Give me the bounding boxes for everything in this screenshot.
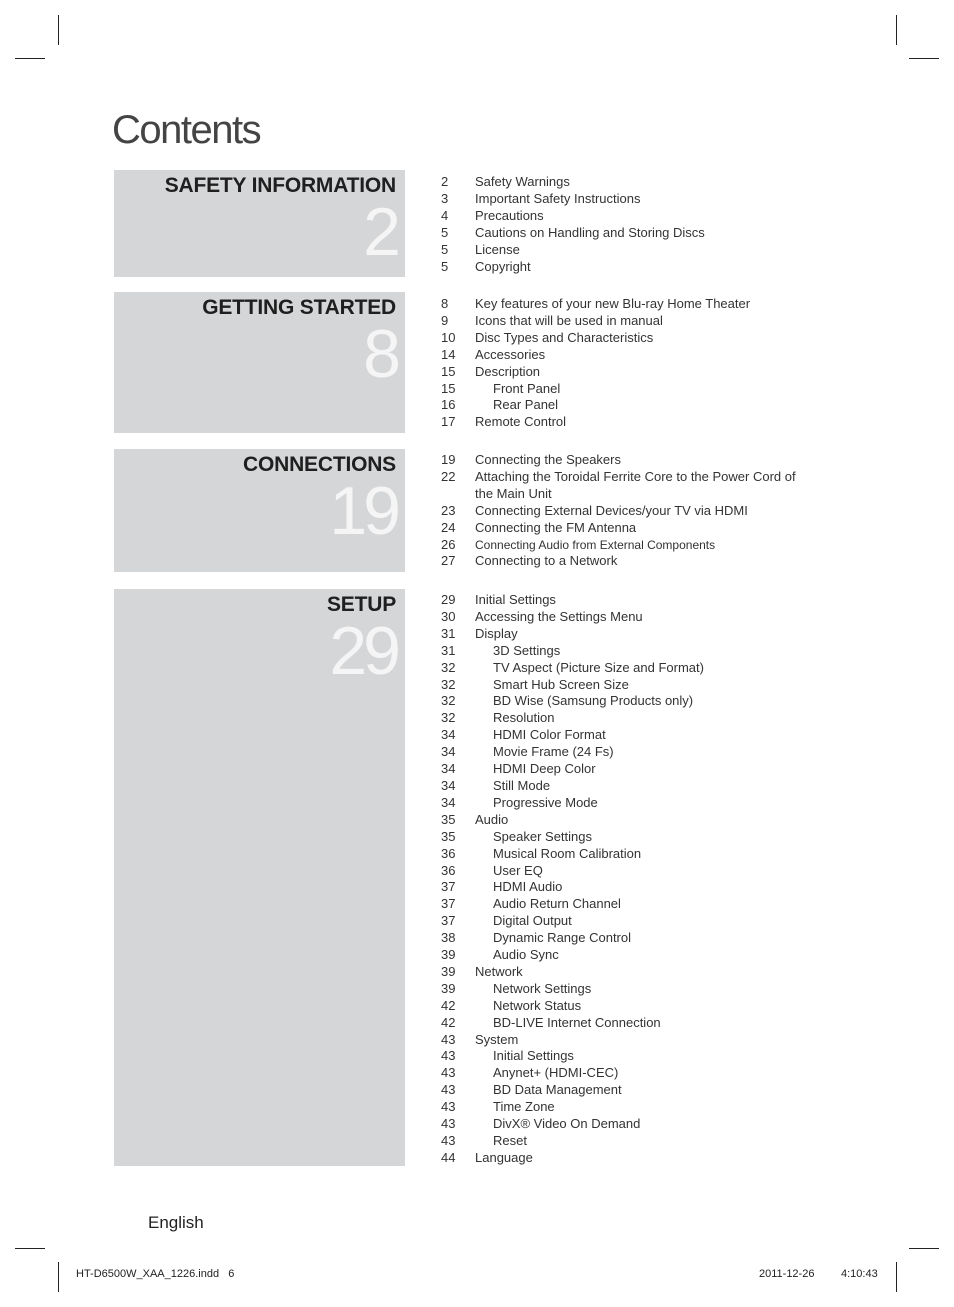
toc-entry-label: Connecting the FM Antenna (475, 519, 637, 535)
toc-entry[interactable] (441, 208, 821, 225)
toc-page-number: 43 (441, 1065, 456, 1081)
toc-subentry[interactable] (441, 947, 821, 964)
toc-entry-label: User EQ (493, 862, 543, 878)
toc-entry[interactable] (441, 364, 821, 381)
toc-entry-label: Language (475, 1149, 533, 1165)
toc-page-number: 16 (441, 397, 456, 413)
toc-entry-label: Safety Warnings (475, 174, 570, 189)
toc-entry-label: Reset (493, 1133, 527, 1148)
toc-page-number: 15 (441, 380, 456, 396)
toc-entry[interactable] (441, 452, 821, 469)
toc-entry-label: Accessories (475, 346, 546, 362)
toc-entry-label: Icons that will be used in manual (475, 312, 663, 328)
toc-page-number: 43 (441, 1048, 456, 1064)
toc-subentry[interactable] (441, 761, 821, 778)
section-title: GETTING STARTED (202, 296, 396, 319)
toc-entry[interactable] (441, 626, 821, 643)
toc-entry[interactable] (441, 537, 821, 554)
toc-subentry[interactable] (441, 1099, 821, 1116)
toc-subentry[interactable] (441, 981, 821, 998)
toc-page-number: 37 (441, 879, 456, 895)
toc-entry-label: Initial Settings (493, 1048, 574, 1064)
toc-page-number: 10 (441, 329, 456, 345)
section-title: SAFETY INFORMATION (164, 174, 396, 197)
toc-subentry[interactable] (441, 1048, 821, 1065)
toc-page-number: 5 (441, 241, 449, 257)
toc-page-number: 31 (441, 642, 456, 658)
toc-entry-label: Connecting Audio from External Components (475, 537, 716, 552)
toc-entry-label: Progressive Mode (493, 794, 598, 810)
crop-mark-bottom-left-horizontal (15, 1248, 45, 1249)
toc-entry[interactable] (441, 347, 821, 364)
section-box-getting-started (114, 292, 405, 433)
toc-page-number: 5 (441, 258, 449, 274)
section-box-setup (114, 589, 405, 1166)
toc-entry[interactable] (441, 964, 821, 981)
toc-entry[interactable] (441, 592, 821, 609)
toc-entry-label: Network (475, 963, 523, 979)
toc-list-getting-started (441, 296, 821, 431)
toc-subentry[interactable] (441, 660, 821, 677)
toc-entry-label: Digital Output (493, 913, 572, 929)
toc-entry[interactable] (441, 225, 821, 242)
toc-entry[interactable] (441, 553, 821, 570)
toc-entry-label: Smart Hub Screen Size (493, 676, 629, 692)
toc-entry[interactable] (441, 330, 821, 347)
toc-page-number: 43 (441, 1031, 456, 1047)
toc-subentry[interactable] (441, 677, 821, 694)
toc-page-number: 23 (441, 502, 456, 518)
toc-entry-label: Audio Return Channel (493, 896, 621, 912)
toc-entry-label: Network Status (493, 997, 582, 1013)
toc-subentry[interactable] (441, 778, 821, 795)
print-slug-time: 4:10:43 (841, 1268, 878, 1280)
toc-page-number: 36 (441, 845, 456, 861)
toc-entry-label: Important Safety Instructions (475, 190, 641, 206)
toc-entry-label: BD-LIVE Internet Connection (493, 1014, 661, 1030)
toc-subentry[interactable] (441, 913, 821, 930)
toc-page-number: 5 (441, 224, 449, 240)
toc-page-number: 29 (441, 592, 456, 607)
toc-entry-label: Rear Panel (493, 397, 559, 413)
toc-subentry[interactable] (441, 1065, 821, 1082)
toc-entry[interactable] (441, 259, 821, 276)
toc-entry-label: Resolution (493, 710, 555, 726)
toc-page-number: 32 (441, 676, 456, 692)
toc-page-number: 34 (441, 744, 456, 760)
toc-entry-label: HDMI Audio (493, 879, 563, 895)
toc-entry[interactable] (441, 469, 821, 486)
toc-page-number: 30 (441, 608, 456, 624)
toc-list-safety-information (441, 174, 821, 275)
toc-entry-label: Speaker Settings (493, 828, 593, 844)
toc-subentry[interactable] (441, 896, 821, 913)
toc-entry-label: HDMI Deep Color (493, 761, 596, 777)
toc-entry[interactable] (441, 1032, 821, 1049)
print-slug-date: 2011-12-26 (759, 1268, 815, 1280)
toc-entry-label: Anynet+ (HDMI-CEC) (493, 1065, 619, 1081)
toc-entry-label: DivX® Video On Demand (493, 1116, 641, 1132)
section-page-number: 19 (329, 473, 397, 549)
toc-page-number: 2 (441, 174, 449, 189)
toc-page-number: 32 (441, 659, 456, 675)
toc-list-setup (441, 592, 821, 1167)
toc-entry-label: Time Zone (493, 1099, 555, 1115)
toc-page-number: 43 (441, 1099, 456, 1115)
toc-page-number: 31 (441, 625, 456, 641)
toc-entry-label: License (475, 241, 520, 257)
toc-page-number: 3 (441, 190, 449, 206)
toc-entry[interactable] (441, 242, 821, 259)
toc-entry[interactable] (441, 520, 821, 537)
toc-subentry[interactable] (441, 1015, 821, 1032)
toc-subentry[interactable] (441, 1082, 821, 1099)
footer-language: English (148, 1213, 204, 1232)
toc-page-number: 17 (441, 414, 456, 430)
toc-page-number: 22 (441, 468, 456, 484)
toc-entry-label: Connecting the Speakers (475, 452, 621, 467)
toc-page-number: 36 (441, 862, 456, 878)
toc-page-number: 32 (441, 693, 456, 709)
toc-entry-label: System (475, 1031, 519, 1047)
toc-entry-label: Disc Types and Characteristics (475, 329, 654, 345)
toc-entry-label: Musical Room Calibration (493, 845, 642, 861)
crop-mark-bottom-right-vertical (896, 1262, 897, 1292)
toc-entry-label: Initial Settings (475, 592, 556, 607)
toc-page-number: 26 (441, 536, 456, 552)
toc-entry-label: TV Aspect (Picture Size and Format) (493, 659, 704, 675)
page-title: Contents (112, 108, 261, 152)
toc-entry[interactable] (441, 313, 821, 330)
crop-mark-bottom-right-horizontal (909, 1248, 939, 1249)
toc-page-number: 34 (441, 777, 456, 793)
section-page-number: 2 (363, 194, 397, 270)
toc-subentry[interactable] (441, 643, 821, 660)
toc-entry-label: Description (475, 363, 541, 379)
toc-page-number: 43 (441, 1082, 456, 1098)
toc-entry[interactable] (441, 296, 821, 313)
toc-subentry[interactable] (441, 744, 821, 761)
toc-entry[interactable] (441, 191, 821, 208)
toc-entry-label: Display (475, 625, 518, 641)
toc-page-number: 8 (441, 296, 449, 311)
toc-entry[interactable] (441, 414, 821, 431)
toc-entry[interactable] (441, 609, 821, 626)
toc-page-number: 4 (441, 207, 449, 223)
toc-page-number: 42 (441, 997, 456, 1013)
toc-entry-label: Connecting to a Network (475, 553, 618, 569)
toc-entry-label: Still Mode (493, 777, 551, 793)
toc-entry-label: Audio Sync (493, 947, 559, 963)
toc-subentry[interactable] (441, 381, 821, 398)
toc-page-number: 15 (441, 363, 456, 379)
toc-page-number: 32 (441, 710, 456, 726)
toc-entry-label: Network Settings (493, 980, 592, 996)
crop-mark-top-right-vertical (896, 15, 897, 45)
toc-subentry[interactable] (441, 710, 821, 727)
toc-page-number: 37 (441, 913, 456, 929)
toc-entry-label: Copyright (475, 258, 531, 274)
toc-entry[interactable] (441, 503, 821, 520)
toc-subentry[interactable] (441, 795, 821, 812)
toc-page-number: 43 (441, 1133, 456, 1148)
toc-entry[interactable] (441, 174, 821, 191)
toc-subentry[interactable] (441, 930, 821, 947)
toc-page-number: 39 (441, 980, 456, 996)
section-page-number: 29 (329, 613, 397, 689)
toc-entry-label: Audio (475, 811, 509, 827)
toc-subentry[interactable] (441, 397, 821, 414)
toc-page-number: 44 (441, 1149, 456, 1165)
toc-page-number: 35 (441, 828, 456, 844)
toc-subentry[interactable] (441, 846, 821, 863)
print-slug-filename: HT-D6500W_XAA_1226.indd 6 (76, 1268, 235, 1280)
toc-entry-label: Key features of your new Blu-ray Home Theater (475, 296, 751, 311)
toc-page-number: 39 (441, 963, 456, 979)
toc-list-connections (441, 452, 821, 570)
toc-entry-label: BD Wise (Samsung Products only) (493, 693, 694, 709)
toc-page-number: 38 (441, 930, 456, 946)
toc-entry-label: Dynamic Range Control (493, 930, 632, 946)
section-page-number: 8 (363, 316, 397, 392)
toc-page-number: 37 (441, 896, 456, 912)
toc-entry-label: Accessing the Settings Menu (475, 608, 643, 624)
crop-mark-top-right-horizontal (909, 58, 939, 59)
toc-entry-label: Attaching the Toroidal Ferrite Core to the Power Cord of (475, 468, 796, 484)
toc-page-number: 19 (441, 452, 456, 467)
toc-entry-label: Connecting External Devices/your TV via HDMI (475, 502, 748, 518)
toc-subentry[interactable] (441, 1116, 821, 1133)
toc-page-number: 34 (441, 794, 456, 810)
toc-subentry[interactable] (441, 693, 821, 710)
toc-entry[interactable] (441, 812, 821, 829)
toc-entry-label: Remote Control (475, 414, 567, 430)
section-box-safety-information (114, 170, 405, 277)
toc-page-number (441, 486, 475, 503)
crop-mark-bottom-left-vertical (58, 1262, 59, 1292)
toc-page-number: 14 (441, 346, 456, 362)
toc-subentry[interactable] (441, 727, 821, 744)
toc-page-number: 35 (441, 811, 456, 827)
toc-subentry[interactable] (441, 1133, 821, 1150)
section-title: CONNECTIONS (243, 453, 396, 476)
toc-entry-label: Movie Frame (24 Fs) (493, 744, 614, 760)
toc-page-number: 24 (441, 519, 456, 535)
toc-subentry[interactable] (441, 998, 821, 1015)
section-box-connections (114, 449, 405, 572)
toc-page-number: 9 (441, 312, 449, 328)
toc-entry-label: the Main Unit (475, 485, 552, 501)
toc-page-number: 34 (441, 727, 456, 743)
toc-page-number: 43 (441, 1116, 456, 1132)
crop-mark-top-left-horizontal (15, 58, 45, 59)
toc-entry-label: BD Data Management (493, 1082, 622, 1098)
toc-entry[interactable] (441, 1150, 821, 1167)
toc-subentry[interactable] (441, 829, 821, 846)
section-title: SETUP (326, 593, 396, 616)
toc-entry-label: 3D Settings (493, 642, 561, 658)
toc-page-number: 39 (441, 947, 456, 963)
toc-entry-label: HDMI Color Format (493, 727, 606, 743)
toc-subentry[interactable] (441, 863, 821, 880)
toc-page-number: 34 (441, 761, 456, 777)
toc-subentry[interactable] (441, 879, 821, 896)
toc-entry-continuation[interactable] (441, 486, 821, 503)
toc-entry-label: Front Panel (493, 380, 561, 396)
crop-mark-top-left-vertical (58, 15, 59, 45)
toc-entry-label: Cautions on Handling and Storing Discs (475, 224, 705, 240)
toc-page-number: 42 (441, 1014, 456, 1030)
toc-entry-label: Precautions (475, 207, 544, 223)
toc-page-number: 27 (441, 553, 456, 569)
